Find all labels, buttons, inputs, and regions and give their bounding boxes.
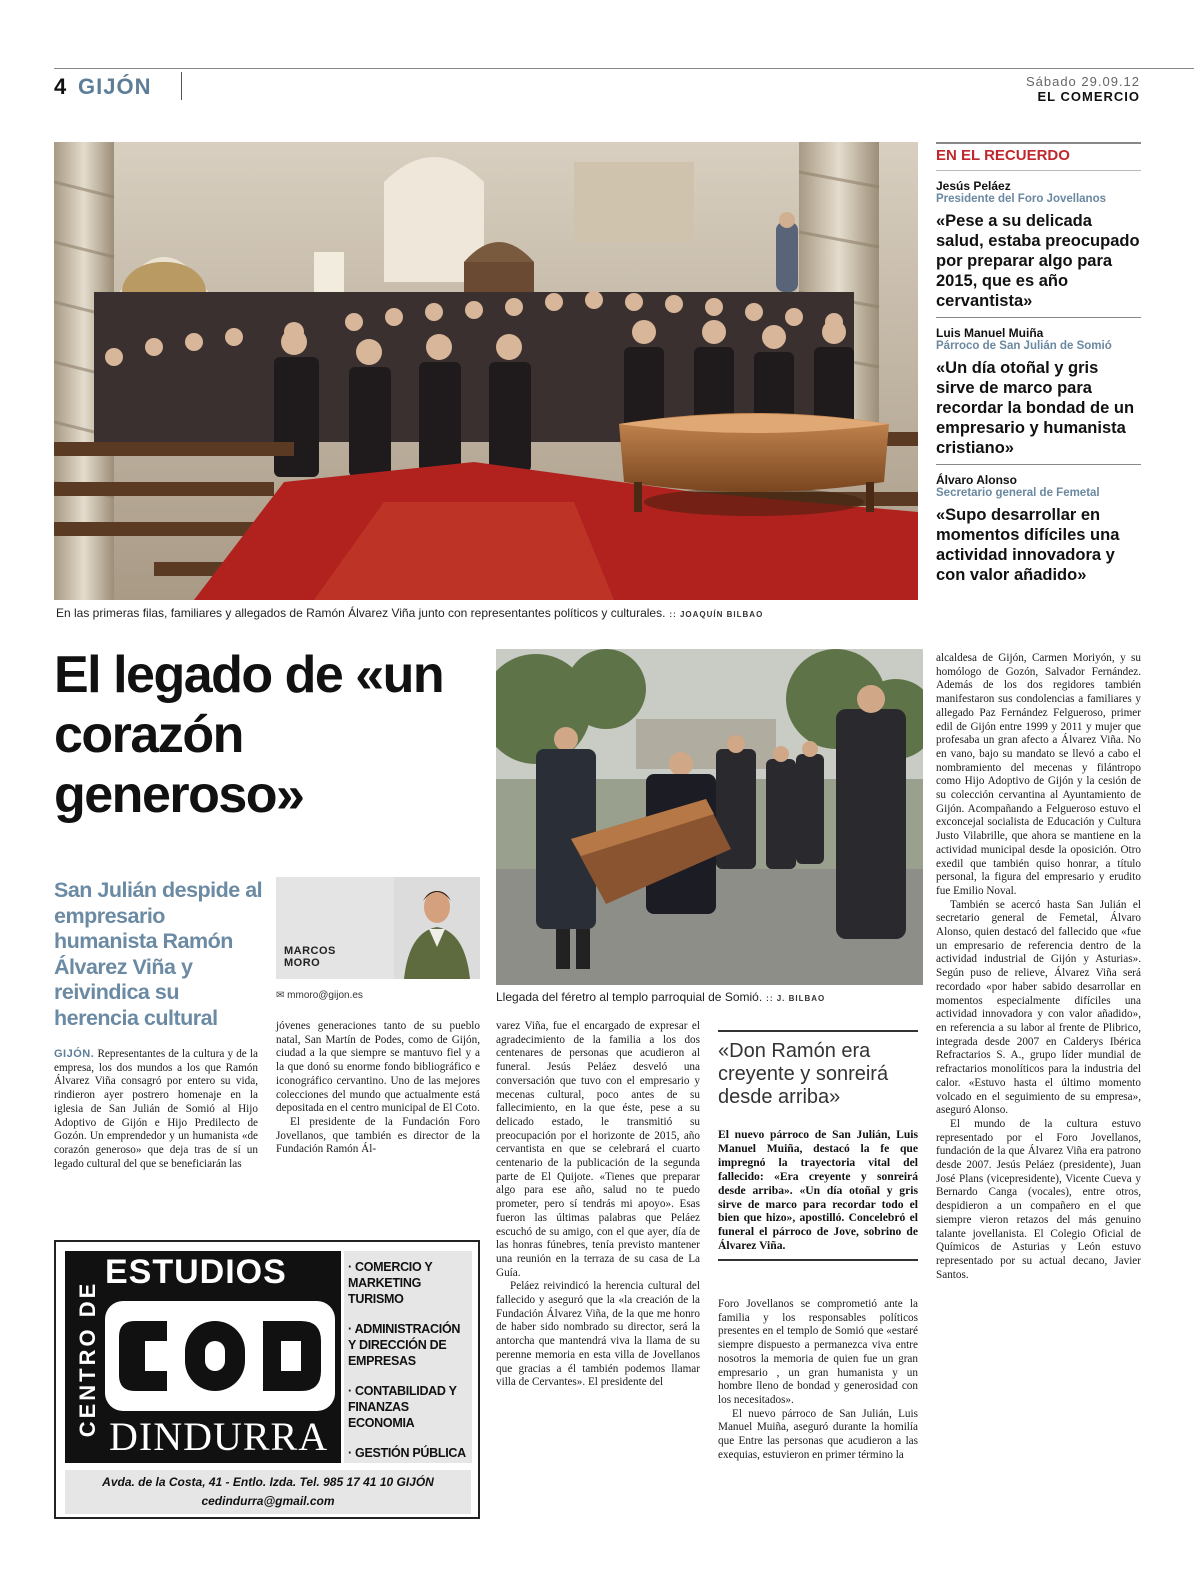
article-headline: El legado de «un corazón generoso» xyxy=(54,646,444,824)
logo-top-text: ESTUDIOS xyxy=(105,1253,287,1291)
logo-side-text: CENTRO DE xyxy=(75,1280,100,1438)
coffin-arrival-photo xyxy=(496,649,923,985)
article-column-2 xyxy=(276,1020,480,1157)
author-email-text: mmoro@gijon.es xyxy=(287,990,363,1001)
quote-block xyxy=(936,318,1141,465)
author-email[interactable] xyxy=(276,990,363,1001)
article-subhead: San Julián despide al empresario humanista Ramón Álvarez Viña y reivindica su herencia cultural xyxy=(54,878,263,1030)
course-item: · CONTABILIDAD Y FINANZAS ECONOMIA xyxy=(348,1384,457,1430)
section-name: GIJÓN xyxy=(78,74,152,99)
church-scene-image xyxy=(54,142,918,600)
quote-text: «Un día otoñal y gris sirve de marco para recordar la bondad de un empresario y humanista cristiano» xyxy=(936,359,1135,457)
page-number: 4 xyxy=(54,74,67,99)
author-first-name: MARCOS xyxy=(284,945,336,957)
quote-block xyxy=(936,465,1141,591)
quote-author-name: Luis Manuel Muiña xyxy=(936,326,1044,340)
pull-quote-text: El nuevo párroco de San Julián, Luis Manuel Muiña, destacó la fe que impregnó la trayectoria vital del fallecido: «Era creyente y sonreirá desde arriba». «Un día otoñal y gris sirve de marco para recordar todo el bien que hizo», apostilló. Concelebró el funeral el párroco de Jove, sobrino de Álvarez Viña. xyxy=(718,1128,918,1261)
ced-monogram xyxy=(105,1301,335,1411)
column-4-paragraph-2: El nuevo párroco de San Julián, Luis Manuel Muiña, aseguró durante la homilía que Entre las personas que acudieron a las exequias, estuvieron en primer término la xyxy=(718,1407,918,1461)
coffin-arrival-image xyxy=(496,649,923,985)
quote-author-role: Presidente del Foro Jovellanos xyxy=(936,193,1106,205)
memorial-quotes-sidebar xyxy=(936,142,1141,591)
photo2-credit: :: J. BILBAO xyxy=(766,994,826,1003)
quote-author-role: Párroco de San Julián de Somió xyxy=(936,340,1112,352)
logo-bottom-text: DINDURRA xyxy=(109,1414,329,1459)
photo2-caption xyxy=(496,990,825,1004)
column-3-paragraph-1: varez Viña, fue el encargado de expresar el agradecimiento de la familia a los dos centenares de personas que acudieron al funeral. Jesús Peláez desveló una conversación que tuvo con el empresario y mecenas cultural, poco antes de su fallecimiento, en la que éste, pese a su delicado estado, le transmitió su preocupación por el horizonte de 2015, año cervantista en que se celebrará el cuarto centenario de la publicación de la segunda parte de El Quijote. «Tienes que preparar algo para ese año, salud no te puedo prometer, pero sí tendrás mi apoyo». Esas fueron las últimas palabras que Peláez escuchó de su amigo, con el que ayer, día de las honras fúnebres, tenía previsto mantener una reunión en la terraza de su casa de La Guía. xyxy=(496,1020,700,1279)
ced-dindurra-ad[interactable] xyxy=(54,1240,480,1519)
author-box xyxy=(276,877,480,979)
column-2-paragraph-2: El presidente de la Fundación Foro Jovellanos, que también es director de la Fundación Ramón Ál- xyxy=(276,1115,480,1156)
ad-contact xyxy=(65,1470,471,1514)
photo2-caption-text: Llegada del féretro al templo parroquial de Somió. xyxy=(496,990,763,1004)
mail-icon: ✉ xyxy=(276,990,288,1001)
column-2-paragraph-1: jóvenes generaciones tanto de su pueblo natal, San Martín de Podes, como de Gijón, ciudad a la que siempre se mantuvo fiel y a la que donó su enorme fondo bibliográfico e iconográfico cervantino. Uno de las mejores colecciones del mundo que actualmente está depositada en el centro municipal de El Coto. xyxy=(276,1020,480,1115)
course-item: · COMERCIO Y MARKETING TURISMO xyxy=(348,1260,433,1306)
sidebar-heading: EN EL RECUERDO xyxy=(936,142,1141,171)
ced-logo xyxy=(65,1251,341,1463)
course-item: · ADMINISTRACIÓN Y DIRECCIÓN DE EMPRESAS xyxy=(348,1322,461,1368)
article-column-1 xyxy=(54,1048,258,1171)
quote-author-name: Jesús Peláez xyxy=(936,179,1011,193)
author-last-name: MORO xyxy=(284,957,321,969)
column-5-paragraph-3: El mundo de la cultura estuvo representado por el Foro Jovellanos, fundación de la que Álvarez Viña era patrono desde 2007. Jesús Peláez (presidente), Juan José Plans (vicepresidente), Vicente Cueva y Bernardo Canga (vocales), entre otros, despidieron a un compañero en el que siempre vieron retazos del más genuino talante jovellanista. El Colegio Oficial de Químicos de Asturias y León estuvo representado por su actual decano, Javier Santos. xyxy=(936,1117,1141,1281)
column-5-paragraph-2: También se acercó hasta San Julián el secretario general de Femetal, Álvaro Alonso, quien destacó del fallecido que «fue un empresario de referencia dentro de la actividad industrial de Gijón y Asturias». Según puso de relieve, Álvarez Viña será recordado «por haber sabido desarrollar en momentos especialmente difíciles una actividad innovadora y con valor añadido», en referencia a su labor al frente de Plibrico, integrada desde 2007 en Calderys Ibérica Refractarios S. A., grupo líder mundial de refractarios monolíticos para la industria del calor. «Estuvo hasta el último momento volcado en el seguimiento de su empresa», aseguró Alonso. xyxy=(936,898,1141,1117)
ad-address: Avda. de la Costa, 41 - Entlo. Izda. Tel. 985 17 41 10 GIJÓN xyxy=(102,1475,434,1489)
dateline: GIJÓN. xyxy=(54,1048,95,1060)
article-column-3 xyxy=(496,1020,700,1390)
pull-quote-rule xyxy=(718,1030,918,1032)
column-4-paragraph-1: Foro Jovellanos se comprometió ante la familia y los responsables políticos presentes en el templo de Somió que «estaré siempre dispuesto a permanezca viva entre nosotros la memoria de quien fue un gran empresario , un gran humanista y un hombre lleno de bondad y generosidad con los necesitados». xyxy=(718,1298,918,1406)
quote-author-role: Secretario general de Femetal xyxy=(936,487,1100,499)
column-1-text: Representantes de la cultura y de la empresa, los dos mundos a los que Ramón Álvarez Viña consagró por entero su vida, rindieron ayer postrero homenaje en la iglesia de San Julián de Somió al Hijo Adoptivo de Gijón e Hijo Predilecto de Gozón. Un emprendedor y un humanista «de corazón generoso» que deja tras de sí un legado cultural del que se beneficiarán las xyxy=(54,1048,258,1170)
quote-block xyxy=(936,171,1141,318)
ad-email[interactable]: cedindurra@gmail.com xyxy=(201,1494,335,1508)
author-avatar xyxy=(394,877,480,979)
publication-date: Sábado 29.09.12 xyxy=(1025,74,1140,89)
pull-quote: «Don Ramón era creyente y sonreirá desde arriba» xyxy=(718,1040,889,1108)
course-item: · GESTIÓN PÚBLICA xyxy=(348,1446,466,1460)
funeral-church-photo xyxy=(54,142,918,600)
main-photo-caption-text: En las primeras filas, familiares y allegados de Ramón Álvarez Viña junto con representantes políticos y culturales. xyxy=(56,606,666,620)
column-3-paragraph-2: Peláez reivindicó la herencia cultural del fallecido y aseguró que la «la creación de la Fundación Álvarez Viña, de la que me honro de haber sido nombrado su director, será la antorcha que mantendrá viva la llama de su perenne memoria en esta villa de Jovellanos que gracias a él también podemos llamar villa de Cervantes». El presidente del xyxy=(496,1280,700,1389)
publication-name: EL COMERCIO xyxy=(1037,89,1140,104)
author-name xyxy=(284,945,336,969)
quote-text: «Supo desarrollar en momentos difíciles una actividad innovadora y con valor añadido» xyxy=(936,506,1120,584)
section-divider xyxy=(181,72,182,100)
quote-text: «Pese a su delicada salud, estaba preocupado por preparar algo para 2015, que es año cervantista» xyxy=(936,212,1140,310)
quote-author-name: Álvaro Alonso xyxy=(936,473,1017,487)
article-column-4 xyxy=(718,1298,918,1462)
main-photo-credit: :: JOAQUÍN BILBAO xyxy=(669,610,764,619)
article-column-5 xyxy=(936,652,1141,1282)
column-5-paragraph-1: alcaldesa de Gijón, Carmen Moriyón, y su homólogo de Gozón, Salvador Fernández. Además de los dos regidores también manifestaron sus condolencias a familiares y allegado Paz Fernández Felgueroso, primer edil de Gijón entre 1999 y 2011 y mujer que profesaba un gran afecto a Álvarez Viña. No en vano, bajo su mandato se llevó a cabo el nombramiento del mecenas y filántropo como Hijo Adoptivo de Gijón y la cesión de su colección cervantina al Ayuntamiento de Gijón. Acompañando a Felgueroso estuvo el exconcejal socialista de Educación y Cultura Justo Vilabrille, que ahora se mantiene en la actividad municipal desde la oposición. Otro exedil que también quiso honrar, a título personal, la figura del empresario y erudito fue Emilio Noval. xyxy=(936,652,1141,897)
course-list xyxy=(344,1251,472,1463)
header-rule xyxy=(54,68,1194,69)
main-photo-caption xyxy=(56,606,763,620)
